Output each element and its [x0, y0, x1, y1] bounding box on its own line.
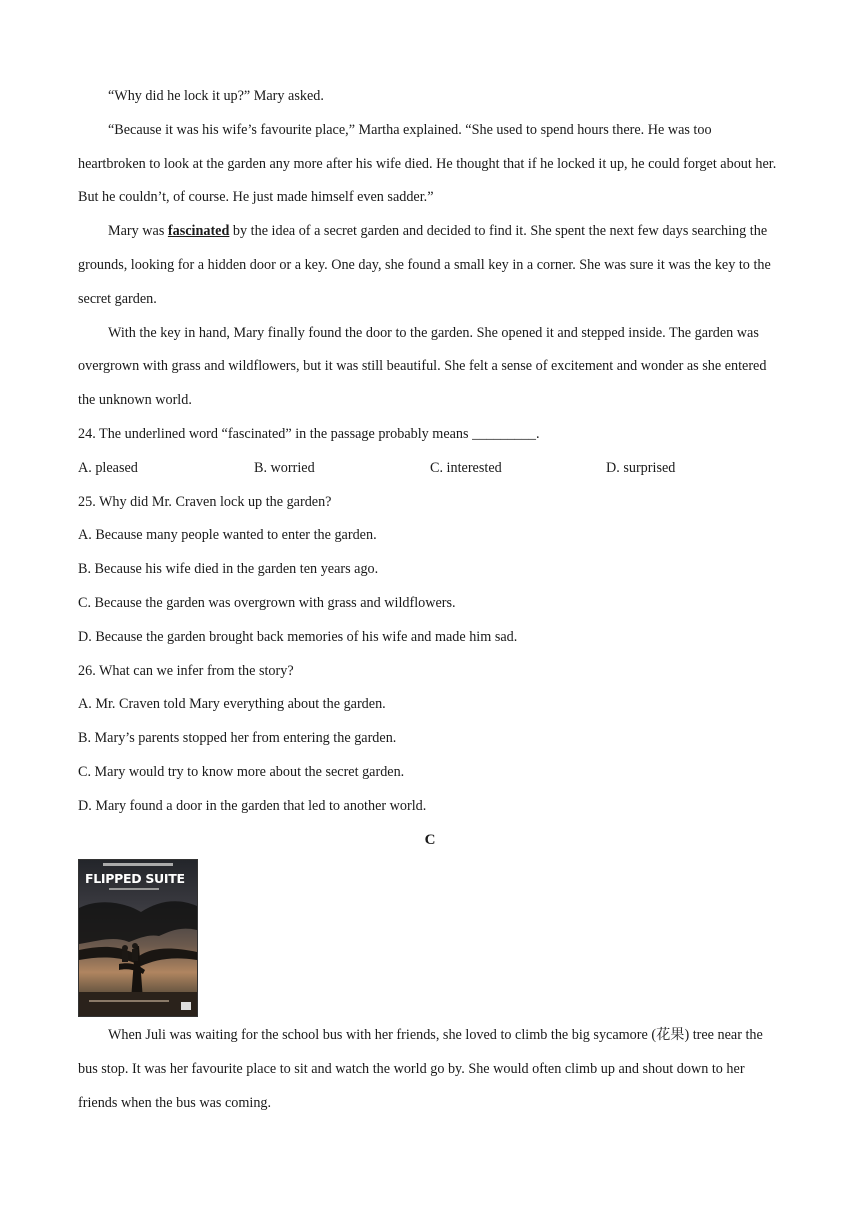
- option-c: C. Mary would try to know more about the secret garden.: [78, 763, 405, 780]
- paragraph-2: “Because it was his wife’s favourite place,” Martha explained. “She used to spend hours there. He was too heartbroken to look at the garden any more after his wife died. He thought that if he locked it up, he could forget about her. But he couldn’t, of course. He just made himself even sadder.”: [78, 121, 777, 206]
- question-25: 25. Why did Mr. Craven lock up the garden?: [78, 493, 332, 510]
- option-c: C. interested: [430, 459, 502, 476]
- paragraph-3-rest: by the idea of a secret garden and decided to find it. She spent the next few days searching the grounds, looking for a hidden door or a key. One day, she found a small key in a corner. She was sure it was the key to the secret garden.: [78, 223, 771, 307]
- question-26: 26. What can we infer from the story?: [78, 662, 294, 679]
- paragraph-5: When Juli was waiting for the school bus with her friends, she loved to climb the big sycamore (花果) tree near the bus stop. It was her favourite place to sit and watch the world go by. She would often climb up and shout down to her friends when the bus was coming.: [78, 1027, 763, 1111]
- section-label: C: [424, 831, 436, 848]
- option-b: B. Mary’s parents stopped her from entering the garden.: [78, 730, 397, 747]
- option-c: C. Because the garden was overgrown with grass and wildflowers.: [78, 594, 456, 611]
- option-b: B. worried: [254, 459, 315, 476]
- tree-silhouette-graphic: [79, 860, 197, 1016]
- paragraph-4: With the key in hand, Mary finally found the door to the garden. She opened it and stepped inside. The garden was overgrown with grass and wildflowers, but it was still beautiful. She felt a sense of excitement and wonder as she entered the unknown world.: [78, 324, 767, 409]
- option-d: D. Because the garden brought back memories of his wife and made him sad.: [78, 628, 518, 645]
- option-d: D. surprised: [606, 459, 676, 476]
- option-d: D. Mary found a door in the garden that led to another world.: [78, 797, 427, 814]
- paragraph-3-start: Mary was: [108, 223, 168, 240]
- question-24: 24. The underlined word “fascinated” in the passage probably means _________.: [78, 425, 540, 442]
- publisher-logo-icon: [181, 1002, 191, 1010]
- paragraph-3: [78, 215, 782, 316]
- option-a: A. Because many people wanted to enter the garden.: [78, 527, 377, 544]
- option-b: B. Because his wife died in the garden ten years ago.: [78, 561, 379, 578]
- option-a: A. Mr. Craven told Mary everything about the garden.: [78, 696, 386, 713]
- poster-credits-strip: [89, 1000, 169, 1002]
- poster-title: FLIPPED SUITE: [85, 871, 185, 887]
- question-24-options: [78, 452, 782, 486]
- document-page: [78, 80, 782, 1121]
- option-a: A. pleased: [78, 459, 138, 476]
- underlined-word: fascinated: [167, 223, 230, 240]
- paragraph-1: “Why did he lock it up?” Mary asked.: [108, 88, 324, 104]
- movie-poster-image: [78, 859, 198, 1017]
